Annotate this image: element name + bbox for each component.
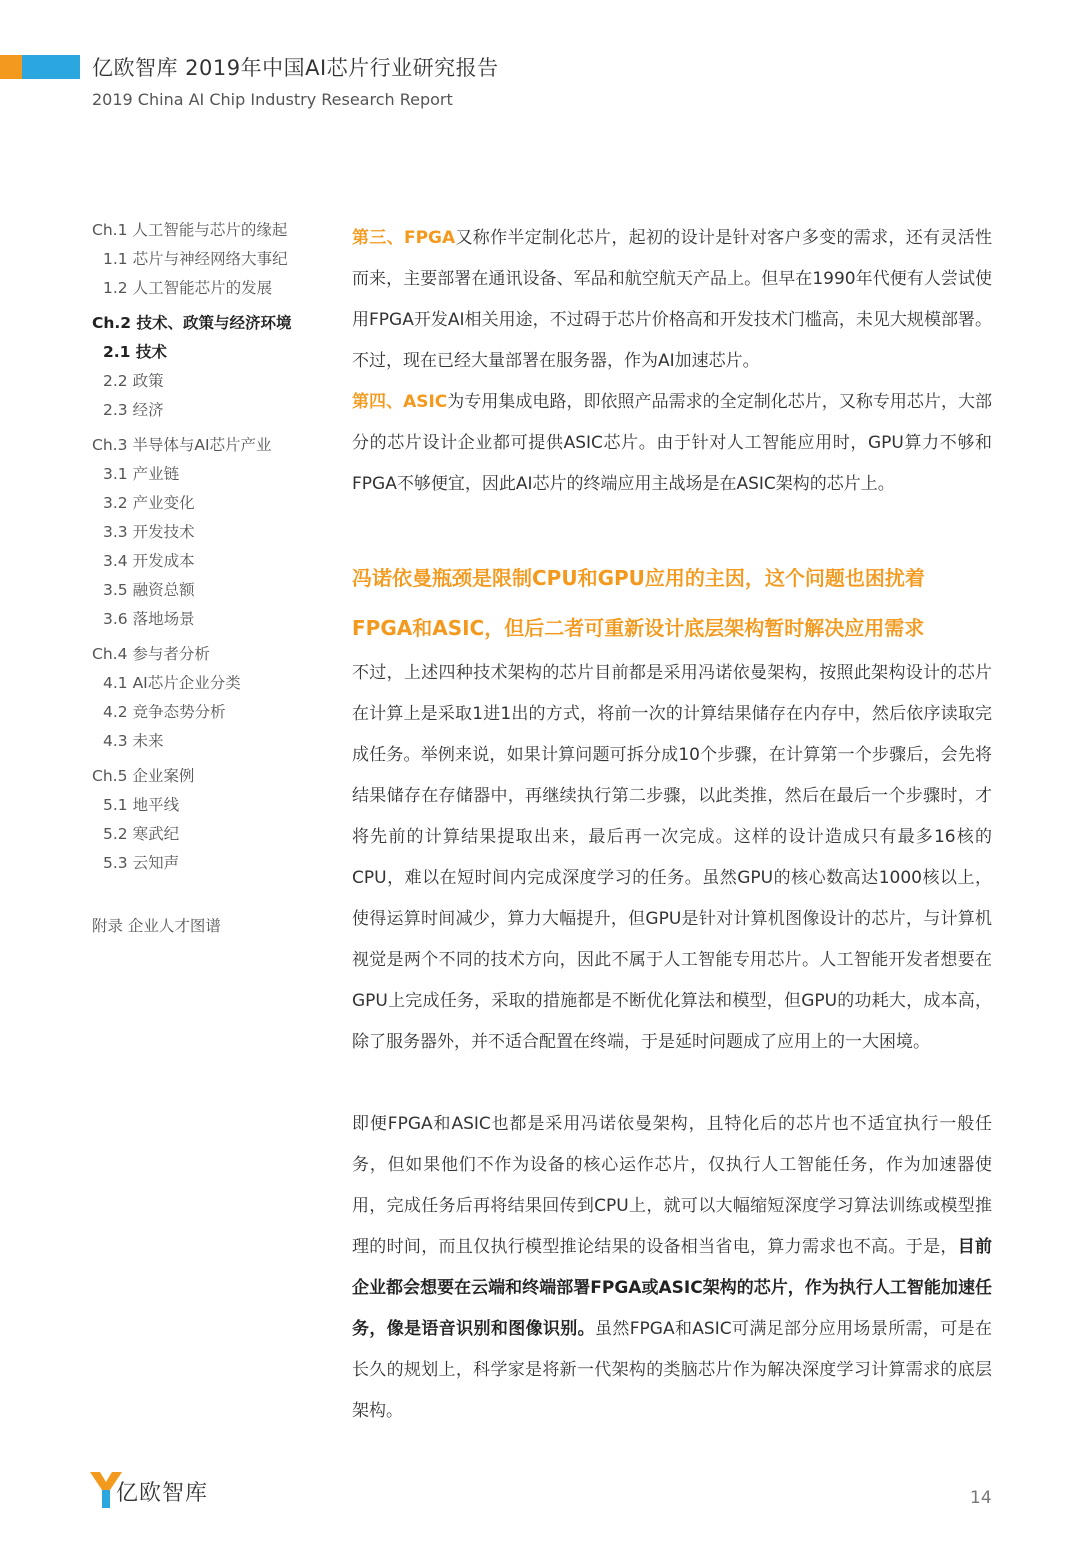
paragraph-fpga	[352, 218, 992, 382]
toc-chapter-2[interactable]: Ch.2 技术、政策与经济环境	[92, 314, 292, 332]
toc-section-3-6[interactable]: 3.6 落地场景	[103, 610, 195, 628]
toc-chapter-3[interactable]: Ch.3 半导体与AI芯片产业	[92, 436, 272, 454]
toc-section-3-5[interactable]: 3.5 融资总额	[103, 581, 195, 599]
fpga-lead: 第三、FPGA	[352, 228, 456, 248]
section-heading-line-2: FPGA和ASIC，但后二者可重新设计底层架构暂时解决应用需求	[352, 616, 925, 640]
fpga-text: 又称作半定制化芯片，起初的设计是针对客户多变的需求，还有灵活性而来，主要部署在通讯设备、军品和航空航天产品上。但早在1990年代便有人尝试使用FPGA开发AI相关用途，不过碍于芯片价格高和开发技术门槛高，未见大规模部署。不过，现在已经大量部署在服务器，作为AI加速芯片。	[352, 228, 992, 371]
paragraph-von-neumann: 不过，上述四种技术架构的芯片目前都是采用冯诺依曼架构，按照此架构设计的芯片在计算上是采取1进1出的方式，将前一次的计算结果储存在内存中，然后依序读取完成任务。举例来说，如果计算问题可拆分成10个步骤，在计算第一个步骤后，会先将结果储存在存储器中，再继续执行第二步骤，以此类推，然后在最后一个步骤时，才将先前的计算结果提取出来，最后再一次完成。这样的设计造成只有最多16核的CPU，难以在短时间内完成深度学习的任务。虽然GPU的核心数高达1000核以上，使得运算时间减少，算力大幅提升，但GPU是针对计算机图像设计的芯片，与计算机视觉是两个不同的技术方向，因此不属于人工智能专用芯片。人工智能开发者想要在GPU上完成任务，采取的措施都是不断优化算法和模型，但GPU的功耗大，成本高，除了服务器外，并不适合配置在终端，于是延时问题成了应用上的一大困境。	[352, 663, 992, 1052]
paragraph-fpga-asic-acceleration	[352, 1104, 992, 1432]
page-number: 14	[970, 1488, 992, 1508]
para2-text-a: 即便FPGA和ASIC也都是采用冯诺依曼架构，且特化后的芯片也不适宜执行一般任务，但如果他们不作为设备的核心运作芯片，仅执行人工智能任务，作为加速器使用，完成任务后再将结果回传到CPU上，就可以大幅缩短深度学习算法训练或模型推理的时间，而且仅执行模型推论结果的设备相当省电，算力需求也不高。于是，	[352, 1114, 992, 1257]
toc-section-3-2[interactable]: 3.2 产业变化	[103, 494, 195, 512]
toc-section-4-3[interactable]: 4.3 未来	[103, 732, 164, 750]
toc-section-3-1[interactable]: 3.1 产业链	[103, 465, 180, 483]
toc-section-3-3[interactable]: 3.3 开发技术	[103, 523, 195, 541]
asic-lead: 第四、ASIC	[352, 392, 448, 412]
para2-text-b: 虽然FPGA和ASIC可满足部分应用场景所需，可是在长久的规划上，科学家是将新一代架构的类脑芯片作为解决深度学习计算需求的底层架构。	[352, 1319, 992, 1421]
table-of-contents	[92, 216, 332, 941]
toc-section-1-2[interactable]: 1.2 人工智能芯片的发展	[103, 279, 273, 297]
toc-section-3-4[interactable]: 3.4 开发成本	[103, 552, 195, 570]
section-heading	[352, 553, 992, 653]
header-accent-orange	[0, 55, 22, 79]
toc-chapter-4[interactable]: Ch.4 参与者分析	[92, 645, 210, 663]
toc-chapter-1[interactable]: Ch.1 人工智能与芯片的缘起	[92, 221, 288, 239]
toc-section-4-2[interactable]: 4.2 竞争态势分析	[103, 703, 226, 721]
footer-logo-text: 亿欧智库	[116, 1481, 209, 1506]
asic-text: 为专用集成电路，即依照产品需求的全定制化芯片，又称专用芯片，大部分的芯片设计企业都可提供ASIC芯片。由于针对人工智能应用时，GPU算力不够和FPGA不够便宜，因此AI芯片的终端应用主战场是在ASIC架构的芯片上。	[352, 392, 993, 494]
header-accent-blue	[22, 55, 80, 79]
paragraph-asic	[352, 382, 992, 505]
toc-section-1-1[interactable]: 1.1 芯片与神经网络大事纪	[103, 250, 288, 268]
para2-bold-text: 目前企业都会想要在云端和终端部署FPGA或ASIC架构的芯片，作为执行人工智能加速任务，像是语音识别和图像识别。	[352, 1237, 993, 1339]
toc-chapter-5[interactable]: Ch.5 企业案例	[92, 767, 195, 785]
toc-section-2-1[interactable]: 2.1 技术	[103, 343, 167, 361]
toc-section-2-2[interactable]: 2.2 政策	[103, 372, 164, 390]
report-subtitle: 2019 China AI Chip Industry Research Report	[92, 90, 453, 109]
toc-section-5-2[interactable]: 5.2 寒武纪	[103, 825, 180, 843]
report-title: 亿欧智库 2019年中国AI芯片行业研究报告	[92, 56, 499, 80]
toc-section-5-1[interactable]: 5.1 地平线	[103, 796, 180, 814]
toc-appendix[interactable]: 附录 企业人才图谱	[92, 917, 221, 935]
main-content	[352, 218, 992, 1432]
section-heading-line-1: 冯诺依曼瓶颈是限制CPU和GPU应用的主因，这个问题也困扰着	[352, 566, 925, 590]
toc-section-4-1[interactable]: 4.1 AI芯片企业分类	[103, 674, 241, 692]
toc-section-2-3[interactable]: 2.3 经济	[103, 401, 164, 419]
toc-section-5-3[interactable]: 5.3 云知声	[103, 854, 180, 872]
